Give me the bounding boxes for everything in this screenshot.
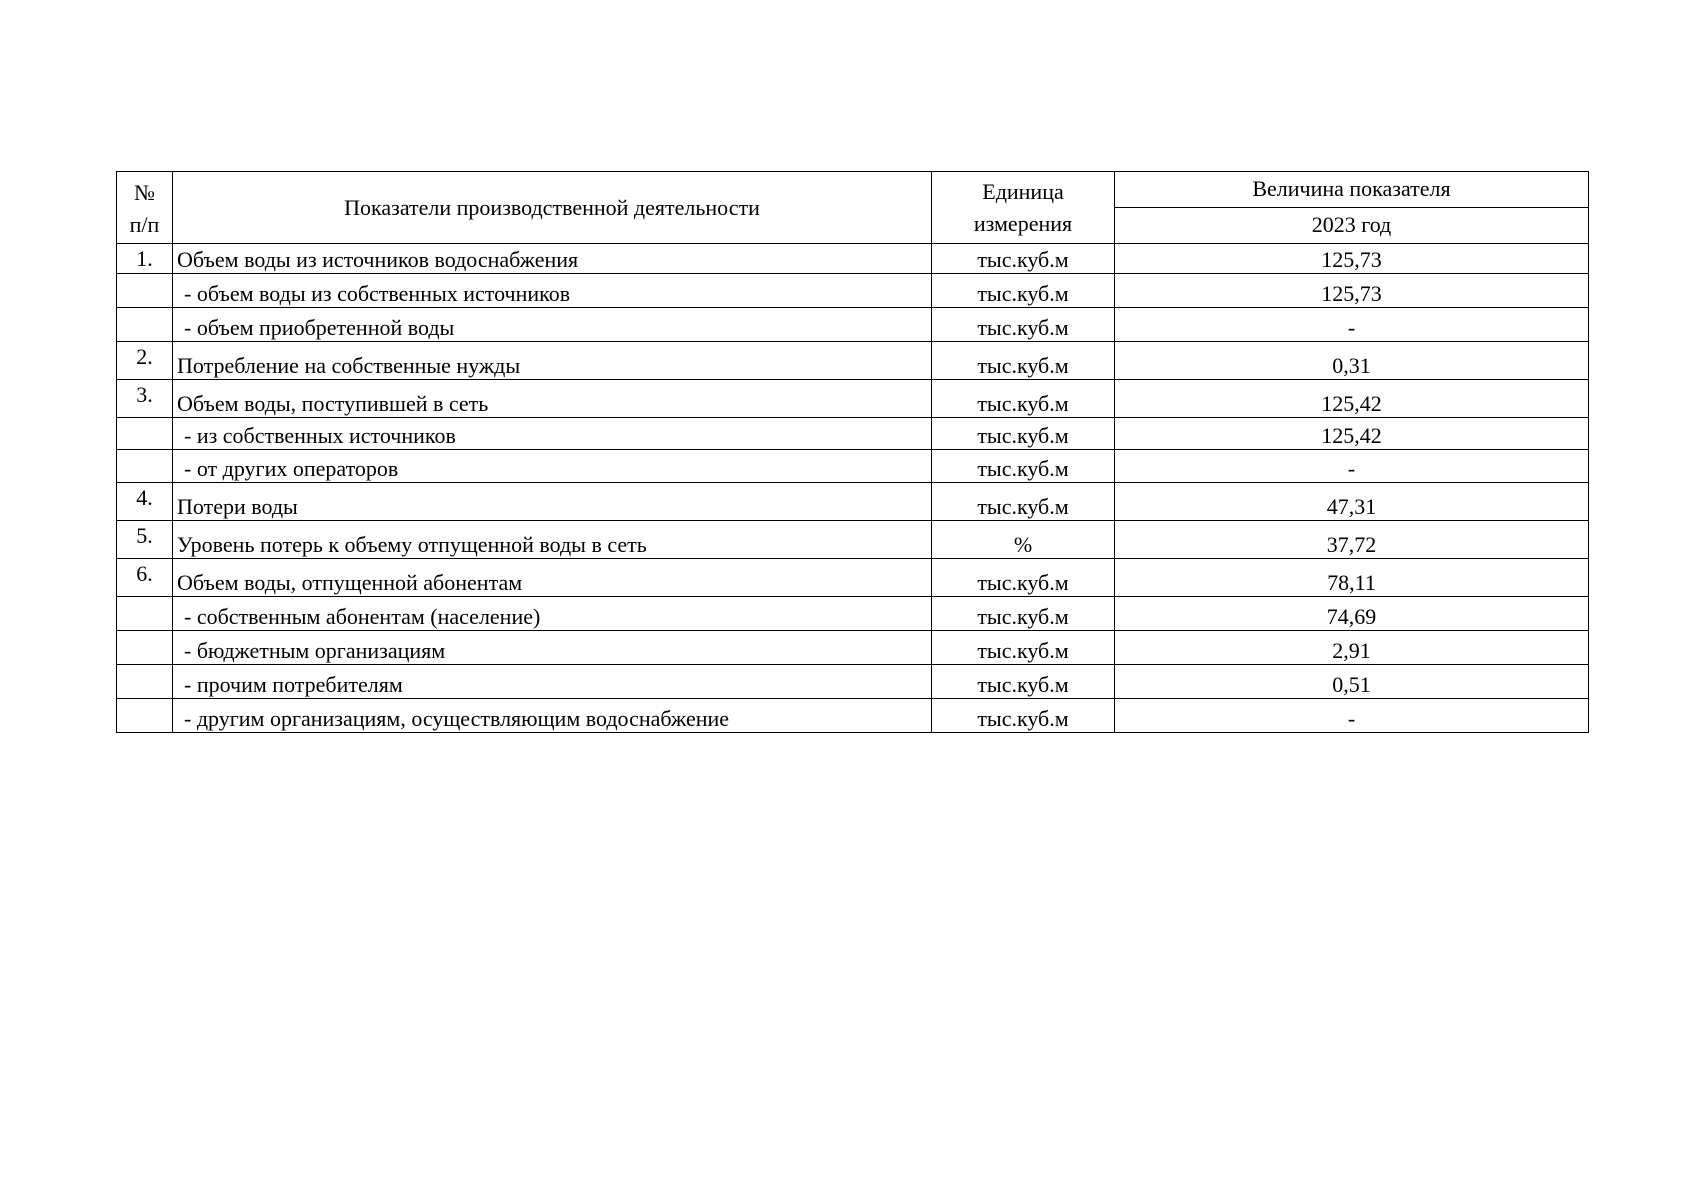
value-cell: - [1115, 699, 1589, 733]
value-cell: - [1115, 308, 1589, 342]
unit-cell: тыс.куб.м [932, 418, 1115, 450]
table-row [117, 450, 1589, 483]
unit-cell: тыс.куб.м [932, 631, 1115, 665]
table-row [117, 244, 1589, 274]
header-row-number [117, 172, 173, 244]
table-row [117, 597, 1589, 631]
table-row [117, 308, 1589, 342]
header-row-1 [117, 172, 1589, 208]
indicator-name-cell: - бюджетным организациям [173, 631, 932, 665]
table-row [117, 418, 1589, 450]
indicator-name-cell: - из собственных источников [173, 418, 932, 450]
table-row [117, 559, 1589, 597]
row-number-cell [117, 631, 173, 665]
indicator-name-cell: Потери воды [173, 483, 932, 521]
table-row [117, 631, 1589, 665]
table-header [117, 172, 1589, 244]
indicator-name-cell: Потребление на собственные нужды [173, 342, 932, 380]
value-cell: 0,51 [1115, 665, 1589, 699]
row-number-cell [117, 308, 173, 342]
value-cell: 74,69 [1115, 597, 1589, 631]
unit-cell: % [932, 521, 1115, 559]
indicator-name-cell: Уровень потерь к объему отпущенной воды в сеть [173, 521, 932, 559]
unit-cell: тыс.куб.м [932, 665, 1115, 699]
table-row [117, 274, 1589, 308]
unit-cell: тыс.куб.м [932, 380, 1115, 418]
indicator-name-cell: - собственным абонентам (население) [173, 597, 932, 631]
production-indicators-table [116, 171, 1589, 733]
row-number-cell [117, 418, 173, 450]
value-cell: 125,42 [1115, 418, 1589, 450]
table-row [117, 699, 1589, 733]
value-cell: 37,72 [1115, 521, 1589, 559]
header-row-number-symbol: № п/п [129, 179, 160, 237]
indicator-name-cell: Объем воды, поступившей в сеть [173, 380, 932, 418]
indicator-name-cell: - от других операторов [173, 450, 932, 483]
indicator-name-cell: - объем воды из собственных источников [173, 274, 932, 308]
unit-cell: тыс.куб.м [932, 559, 1115, 597]
row-number-cell: 1. [117, 244, 173, 274]
row-number-cell [117, 450, 173, 483]
indicator-name-cell: - объем приобретенной воды [173, 308, 932, 342]
value-cell: 0,31 [1115, 342, 1589, 380]
header-indicator-name: Показатели производственной деятельности [173, 172, 932, 244]
row-number-cell [117, 597, 173, 631]
value-cell: 125,73 [1115, 274, 1589, 308]
header-value-caption: Величина показателя [1115, 172, 1589, 208]
unit-cell: тыс.куб.м [932, 244, 1115, 274]
row-number-cell: 2. [117, 342, 173, 380]
row-number-cell: 3. [117, 380, 173, 418]
row-number-cell [117, 699, 173, 733]
table-body [117, 244, 1589, 733]
value-cell: - [1115, 450, 1589, 483]
value-cell: 125,73 [1115, 244, 1589, 274]
indicator-name-cell: Объем воды, отпущенной абонентам [173, 559, 932, 597]
table-row [117, 380, 1589, 418]
table-row [117, 521, 1589, 559]
row-number-cell [117, 665, 173, 699]
header-year: 2023 год [1115, 208, 1589, 244]
table-row [117, 342, 1589, 380]
table-row [117, 483, 1589, 521]
row-number-cell: 5. [117, 521, 173, 559]
indicator-name-cell: - прочим потребителям [173, 665, 932, 699]
unit-cell: тыс.куб.м [932, 450, 1115, 483]
header-unit-text: Единица измерения [973, 178, 1073, 236]
unit-cell: тыс.куб.м [932, 597, 1115, 631]
row-number-cell [117, 274, 173, 308]
row-number-cell: 4. [117, 483, 173, 521]
unit-cell: тыс.куб.м [932, 342, 1115, 380]
value-cell: 125,42 [1115, 380, 1589, 418]
unit-cell: тыс.куб.м [932, 308, 1115, 342]
indicator-name-cell: Объем воды из источников водоснабжения [173, 244, 932, 274]
value-cell: 2,91 [1115, 631, 1589, 665]
value-cell: 78,11 [1115, 559, 1589, 597]
table-row [117, 665, 1589, 699]
header-unit [932, 172, 1115, 244]
unit-cell: тыс.куб.м [932, 699, 1115, 733]
value-cell: 47,31 [1115, 483, 1589, 521]
indicator-name-cell: - другим организациям, осуществляющим водоснабжение [173, 699, 932, 733]
unit-cell: тыс.куб.м [932, 274, 1115, 308]
unit-cell: тыс.куб.м [932, 483, 1115, 521]
row-number-cell: 6. [117, 559, 173, 597]
